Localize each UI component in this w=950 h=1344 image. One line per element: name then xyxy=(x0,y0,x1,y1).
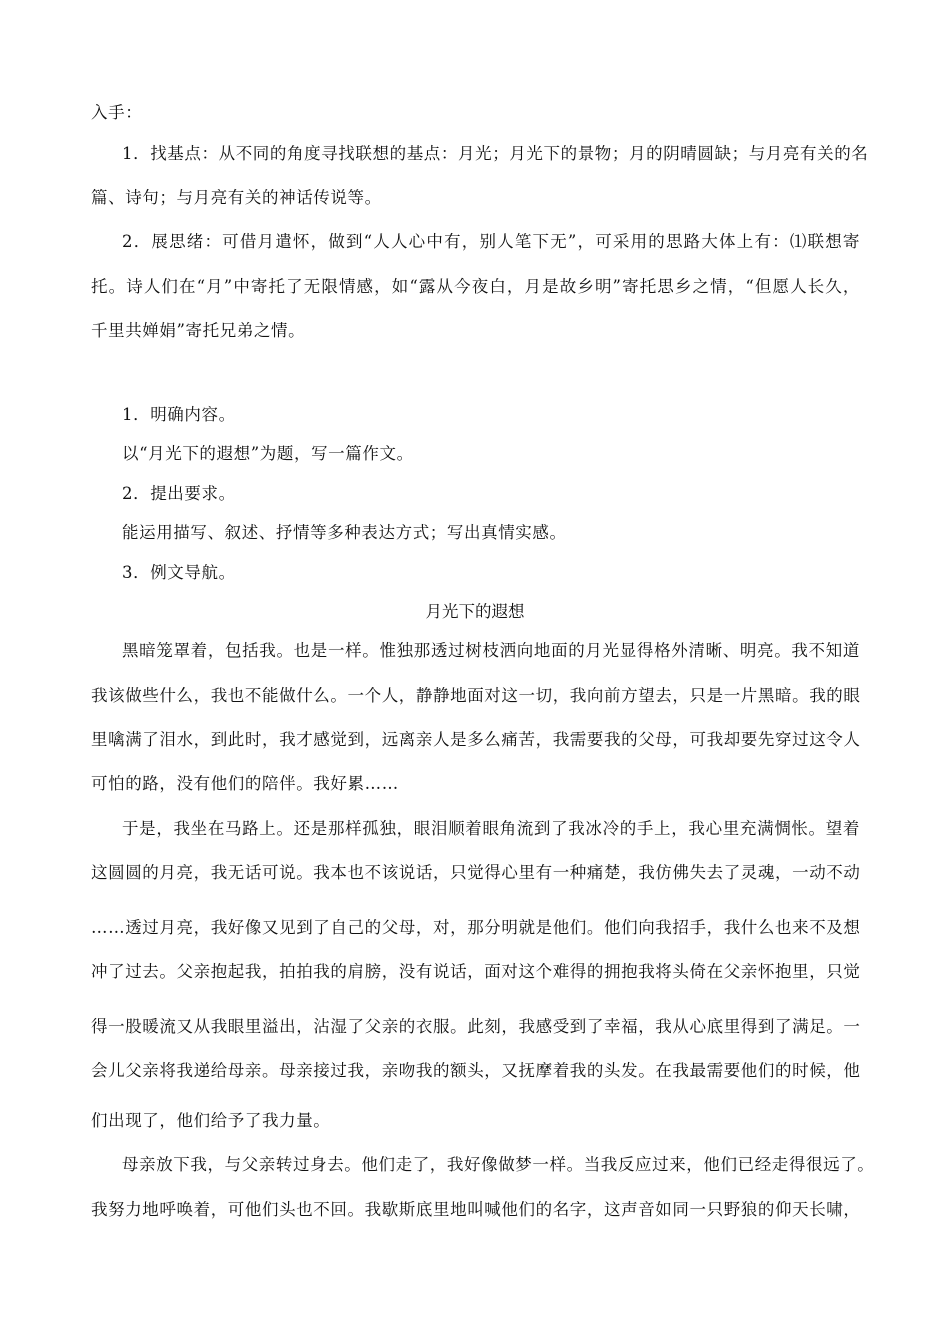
essay-para1-line2: 我该做些什么，我也不能做什么。一个人，静静地面对这一切，我向前方望去，只是一片黑暗。我的眼 xyxy=(91,686,861,705)
tips-point2-line2: 托。诗人们在“月”中寄托了无限情感，如“露从今夜白，月是故乡明”寄托思乡之情，“但愿人长久， xyxy=(91,277,860,296)
tips-point2-line3: 千里共婵娟”寄托兄弟之情。 xyxy=(91,321,306,340)
essay-para1-line3: 里噙满了泪水，到此时，我才感觉到，远离亲人是多么痛苦，我需要我的父母，可我却要先穿过这令人 xyxy=(91,730,861,749)
tips-point1-line2: 篇、诗句；与月亮有关的神话传说等。 xyxy=(91,188,382,207)
tips-point2-line1: 2．展思绪：可借月遣怀，做到“人人心中有，别人笔下无”，可采用的思路大体上有：⑴联想寄 xyxy=(122,232,860,251)
essay-para2-line1: 于是，我坐在马路上。还是那样孤独，眼泪顺着眼角流到了我冰冷的手上，我心里充满惆怅。望着 xyxy=(122,819,860,838)
essay-para2-line5: 得一股暖流又从我眼里溢出，沾湿了父亲的衣服。此刻，我感受到了幸福，我从心底里得到了满足。一 xyxy=(91,1017,861,1036)
essay-para3-line2: 我努力地呼唤着，可他们头也不回。我歇斯底里地叫喊他们的名字，这声音如同一只野狼的仰天长啸， xyxy=(91,1200,861,1219)
task-step1: 1．明确内容。 xyxy=(122,405,236,424)
essay-para1-line1: 黑暗笼罩着，包括我。也是一样。惟独那透过树枝洒向地面的月光显得格外清晰、明亮。我不知道 xyxy=(122,641,860,660)
tips-point1-line1: 1．找基点：从不同的角度寻找联想的基点：月光；月光下的景物；月的阴晴圆缺；与月亮有关的名 xyxy=(122,144,869,163)
essay-para2-line7: 们出现了，他们给予了我力量。 xyxy=(91,1111,331,1130)
essay-para2-line6: 会儿父亲将我递给母亲。母亲接过我，亲吻我的额头，又抚摩着我的头发。在我最需要他们的时候，他 xyxy=(91,1061,861,1080)
task-prompt: 以“月光下的遐想”为题，写一篇作文。 xyxy=(122,444,414,463)
essay-para2-line4: 冲了过去。父亲抱起我，拍拍我的肩膀，没有说话，面对这个难得的拥抱我将头倚在父亲怀抱里，只觉 xyxy=(91,962,861,981)
essay-para1-line4: 可怕的路，没有他们的陪伴。我好累…… xyxy=(91,774,399,793)
tips-lead: 入手： xyxy=(91,103,143,122)
task-step2: 2．提出要求。 xyxy=(122,484,236,503)
task-requirement: 能运用描写、叙述、抒情等多种表达方式；写出真情实感。 xyxy=(122,523,567,542)
essay-para2-line2: 这圆圆的月亮，我无话可说。我本也不该说话，只觉得心里有一种痛楚，我仿佛失去了灵魂，一动不动 xyxy=(91,863,861,882)
task-step3: 3．例文导航。 xyxy=(122,563,236,582)
essay-title: 月光下的遐想 xyxy=(425,602,525,621)
essay-para2-line3: ……透过月亮，我好像又见到了自己的父母，对，那分明就是他们。他们向我招手，我什么也来不及想 xyxy=(91,918,861,937)
essay-para3-line1: 母亲放下我，与父亲转过身去。他们走了，我好像做梦一样。当我反应过来，他们已经走得很远了。 xyxy=(122,1155,875,1174)
